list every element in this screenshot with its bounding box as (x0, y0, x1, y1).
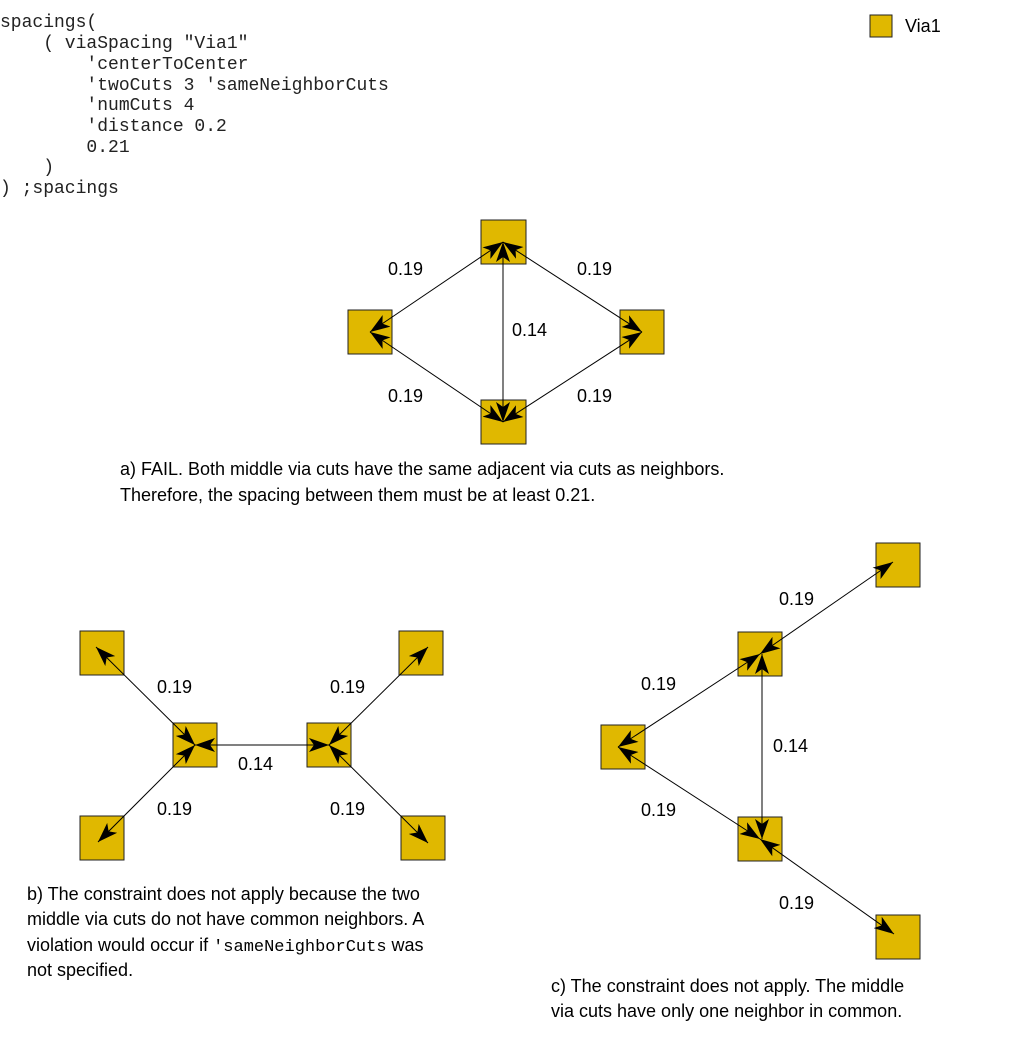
caption-text: violation would occur if (27, 935, 214, 955)
spacing-arrow (618, 654, 760, 747)
code-line: 'distance 0.2 (0, 117, 227, 137)
legend-swatch (870, 15, 892, 37)
code-line: ( viaSpacing "Via1" (0, 34, 249, 54)
code-line: 'twoCuts 3 'sameNeighborCuts (0, 76, 389, 96)
caption-b: b) The constraint does not apply because the two (27, 884, 420, 904)
caption-b (27, 935, 424, 957)
via-cut (601, 725, 645, 769)
spacing-arrow (370, 332, 503, 422)
via-cut (399, 631, 443, 675)
legend (870, 15, 941, 37)
spacing-arrow (618, 747, 760, 839)
code-line: ) (0, 158, 55, 178)
spacing-label: 0.19 (779, 893, 815, 913)
spacing-label: 0.19 (330, 799, 366, 819)
diagram-c (551, 543, 920, 1021)
spacing-label: 0.14 (512, 320, 548, 340)
caption-b: not specified. (27, 960, 134, 980)
caption-a: Therefore, the spacing between them must be at least 0.21. (120, 485, 596, 505)
spacing-label: 0.19 (577, 386, 613, 406)
spacing-label: 0.19 (157, 799, 193, 819)
code-line: spacings( (0, 13, 98, 33)
spacing-label: 0.14 (238, 754, 274, 774)
caption-a: a) FAIL. Both middle via cuts have the same adjacent via cuts as neighbors. (120, 459, 725, 479)
spacing-arrow (329, 745, 428, 843)
spacing-label: 0.19 (157, 677, 193, 697)
code-line: 0.21 (0, 138, 130, 158)
spacing-arrow (760, 839, 894, 934)
spacing-label: 0.19 (577, 259, 613, 279)
diagram-b (27, 631, 445, 980)
via-cut (876, 915, 920, 959)
code-line: 'centerToCenter (0, 55, 249, 75)
caption-code: 'sameNeighborCuts (213, 938, 387, 957)
caption-b: middle via cuts do not have common neighbors. A (27, 909, 425, 929)
spacing-label: 0.14 (773, 736, 809, 756)
legend-label: Via1 (905, 16, 941, 36)
spacing-label: 0.19 (388, 386, 424, 406)
caption-c: via cuts have only one neighbor in common. (551, 1001, 903, 1021)
via-cut (876, 543, 920, 587)
spacing-label: 0.19 (388, 259, 424, 279)
code-line: ) ;spacings (0, 179, 119, 199)
spacing-arrow (503, 242, 642, 332)
spacing-label: 0.19 (641, 674, 677, 694)
diagram-a (120, 220, 724, 505)
caption-c: c) The constraint does not apply. The middle (551, 976, 905, 996)
caption-text: was (386, 935, 424, 955)
spacing-arrow (370, 242, 503, 332)
spacing-label: 0.19 (779, 589, 815, 609)
spacing-label: 0.19 (641, 800, 677, 820)
code-block (0, 13, 389, 199)
spacing-arrow (503, 332, 642, 422)
code-line: 'numCuts 4 (0, 96, 195, 116)
spacing-label: 0.19 (330, 677, 366, 697)
spacing-arrow (98, 745, 195, 842)
